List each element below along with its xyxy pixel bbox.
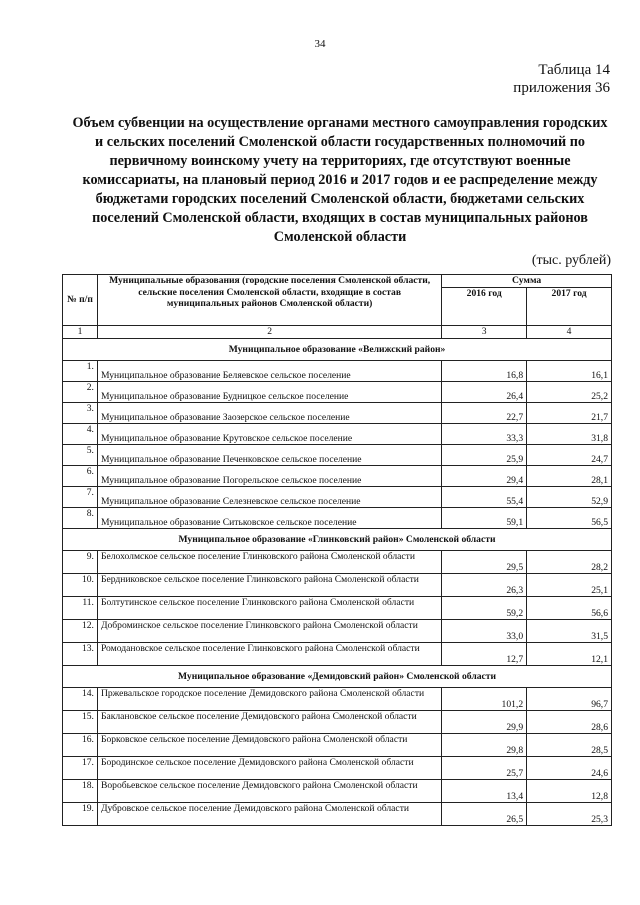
section-title: Муниципальное образование «Глинковский район» Смоленской области — [63, 528, 612, 550]
amount-2017: 28,2 — [527, 550, 612, 573]
municipality-name: Дубровское сельское поселение Демидовского района Смоленской области — [97, 802, 441, 825]
amount-2017: 52,9 — [527, 486, 612, 507]
municipality-name: Бородинское сельское поселение Демидовского района Смоленской области — [97, 756, 441, 779]
row-number: 10. — [63, 573, 98, 596]
amount-2016: 16,8 — [442, 360, 527, 381]
amount-2017: 31,8 — [527, 423, 612, 444]
amount-2016: 59,2 — [442, 596, 527, 619]
table-row — [63, 756, 612, 779]
table-row — [63, 402, 612, 423]
row-number: 19. — [63, 802, 98, 825]
column-index: 1 — [63, 325, 98, 338]
municipality-name: Муниципальное образование Беляевское сельское поселение — [97, 360, 441, 381]
amount-2016: 26,4 — [442, 381, 527, 402]
row-number: 2. — [63, 381, 98, 402]
section-row — [63, 338, 612, 360]
row-number: 8. — [63, 507, 98, 528]
amount-2017: 25,3 — [527, 802, 612, 825]
column-index: 2 — [97, 325, 441, 338]
municipality-name: Доброминское сельское поселение Глинковского района Смоленской области — [97, 619, 441, 642]
amount-2017: 28,5 — [527, 733, 612, 756]
municipality-name: Муниципальное образование Крутовское сельское поселение — [97, 423, 441, 444]
municipality-name: Ромодановское сельское поселение Глинковского района Смоленской области — [97, 642, 441, 665]
appendix-caption: приложения 36 — [513, 80, 610, 96]
table-row — [63, 802, 612, 825]
amount-2016: 29,9 — [442, 710, 527, 733]
amount-2016: 55,4 — [442, 486, 527, 507]
subvention-table — [62, 274, 612, 826]
amount-2016: 13,4 — [442, 779, 527, 802]
amount-2017: 24,6 — [527, 756, 612, 779]
amount-2016: 29,4 — [442, 465, 527, 486]
header-sum: Сумма — [442, 275, 612, 288]
row-number: 17. — [63, 756, 98, 779]
amount-2017: 12,1 — [527, 642, 612, 665]
table-row — [63, 465, 612, 486]
header-2017: 2017 год — [527, 287, 612, 325]
amount-2016: 33,0 — [442, 619, 527, 642]
amount-2017: 12,8 — [527, 779, 612, 802]
row-number: 11. — [63, 596, 98, 619]
amount-2017: 31,5 — [527, 619, 612, 642]
section-row — [63, 528, 612, 550]
table-row — [63, 550, 612, 573]
amount-2016: 29,5 — [442, 550, 527, 573]
table-row — [63, 444, 612, 465]
amount-2016: 12,7 — [442, 642, 527, 665]
amount-2017: 28,6 — [527, 710, 612, 733]
municipality-name: Болтутинское сельское поселение Глинковского района Смоленской области — [97, 596, 441, 619]
header-num: № п/п — [63, 275, 98, 326]
row-number: 13. — [63, 642, 98, 665]
amount-2017: 96,7 — [527, 687, 612, 710]
municipality-name: Муниципальное образование Ситьковское сельское поселение — [97, 507, 441, 528]
table-row — [63, 423, 612, 444]
amount-2016: 101,2 — [442, 687, 527, 710]
municipality-name: Бердниковское сельское поселение Глинковского района Смоленской области — [97, 573, 441, 596]
column-index: 4 — [527, 325, 612, 338]
amount-2017: 25,1 — [527, 573, 612, 596]
municipality-name: Баклановское сельское поселение Демидовского района Смоленской области — [97, 710, 441, 733]
amount-2016: 25,7 — [442, 756, 527, 779]
row-number: 6. — [63, 465, 98, 486]
row-number: 16. — [63, 733, 98, 756]
document-title: Объем субвенции на осуществление органами местного самоуправления городских и сельских поселений Смоленской области государственных полномочий по первичному воинскому учету на территориях, где отсутствуют военные комиссариаты, на плановый период 2016 и 2017 годов и ее распределение между бюджетами городских поселений Смоленской области, бюджетами сельских поселений Смоленской области, входящих в состав муниципальных районов Смоленской области — [72, 115, 608, 245]
row-number: 15. — [63, 710, 98, 733]
table-row — [63, 360, 612, 381]
header-name: Муниципальные образования (городские поселения Смоленской области, сельские поселения Смоленской области, входящие в состав муниципальных районов Смоленской области) — [97, 275, 441, 326]
amount-2016: 22,7 — [442, 402, 527, 423]
row-number: 7. — [63, 486, 98, 507]
amount-2016: 33,3 — [442, 423, 527, 444]
municipality-name: Борковское сельское поселение Демидовского района Смоленской области — [97, 733, 441, 756]
header-2016: 2016 год — [442, 287, 527, 325]
amount-2016: 59,1 — [442, 507, 527, 528]
municipality-name: Белохолмское сельское поселение Глинковского района Смоленской области — [97, 550, 441, 573]
amount-2017: 24,7 — [527, 444, 612, 465]
section-row — [63, 665, 612, 687]
municipality-name: Муниципальное образование Печенковское сельское поселение — [97, 444, 441, 465]
municipality-name: Муниципальное образование Заозерское сельское поселение — [97, 402, 441, 423]
row-number: 9. — [63, 550, 98, 573]
municipality-name: Муниципальное образование Погорельское сельское поселение — [97, 465, 441, 486]
row-number: 5. — [63, 444, 98, 465]
amount-2016: 25,9 — [442, 444, 527, 465]
page-number: 34 — [314, 38, 326, 50]
table-row — [63, 507, 612, 528]
table-row — [63, 779, 612, 802]
amount-2017: 28,1 — [527, 465, 612, 486]
section-title: Муниципальное образование «Демидовский район» Смоленской области — [63, 665, 612, 687]
table-row — [63, 381, 612, 402]
municipality-name: Муниципальное образование Будницкое сельское поселение — [97, 381, 441, 402]
table-row — [63, 710, 612, 733]
table-caption: Таблица 14 — [538, 62, 610, 78]
column-index: 3 — [442, 325, 527, 338]
row-number: 12. — [63, 619, 98, 642]
table-row — [63, 687, 612, 710]
row-number: 14. — [63, 687, 98, 710]
municipality-name: Воробьевское сельское поселение Демидовского района Смоленской области — [97, 779, 441, 802]
amount-2016: 26,5 — [442, 802, 527, 825]
municipality-name: Пржевальское городское поселение Демидовского района Смоленской области — [97, 687, 441, 710]
amount-2016: 26,3 — [442, 573, 527, 596]
table-row — [63, 733, 612, 756]
table-row — [63, 596, 612, 619]
amount-2017: 21,7 — [527, 402, 612, 423]
table-row — [63, 642, 612, 665]
municipality-name: Муниципальное образование Селезневское сельское поселение — [97, 486, 441, 507]
row-number: 1. — [63, 360, 98, 381]
amount-2017: 16,1 — [527, 360, 612, 381]
amount-2016: 29,8 — [442, 733, 527, 756]
row-number: 4. — [63, 423, 98, 444]
table-row — [63, 573, 612, 596]
section-title: Муниципальное образование «Велижский район» — [63, 338, 612, 360]
table-row — [63, 486, 612, 507]
amount-2017: 56,5 — [527, 507, 612, 528]
units-label: (тыс. рублей) — [531, 253, 611, 268]
row-number: 3. — [63, 402, 98, 423]
row-number: 18. — [63, 779, 98, 802]
table-row — [63, 619, 612, 642]
amount-2017: 56,6 — [527, 596, 612, 619]
amount-2017: 25,2 — [527, 381, 612, 402]
